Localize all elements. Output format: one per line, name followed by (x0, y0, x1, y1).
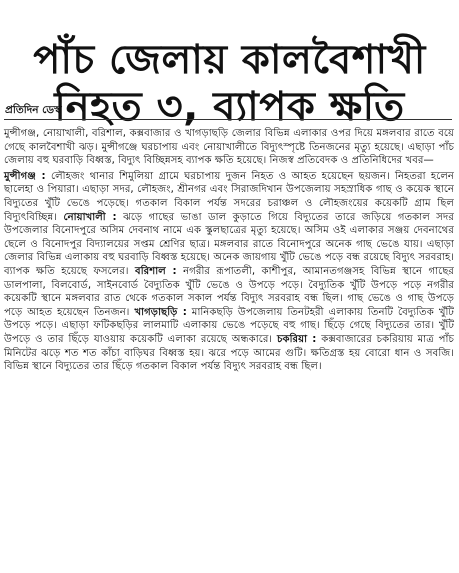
section-munshiganj-heading: মুন্সীগঞ্জ : (4, 170, 46, 182)
section-noakhali-heading: নোয়াখালী : (63, 211, 117, 223)
section-khagrachhari-text: মানিকছড়ি উপজেলায় তিনটহরী এলাকায় তিনটি বৈদ্যুতিক খুঁটি উপড়ে পড়ে। এছাড়া ফটিকছড়ির লালমাটি এলাকায় ভেঙে পড়েছে বহু গাছ। ছিঁড়ে গেছে বিদ্যুতের তার। খুঁটি উপড়ে ও তার ছিঁড়ে যাওয়ায় কয়েকটি এলাকা রয়েছে অন্ধকারে। (4, 306, 454, 345)
section-noakhali-text: ঝড়ে গাছের ভাঙা ডাল কুড়াতে গিয়ে বিদ্যুতের তারে জড়িয়ে গতকাল সদর উপজেলার বিনোদপুরে অসিম দেবনাথ নামে এক স্কুলছাত্রের মৃত্যু হয়েছে। অসিম ওই এলাকার সঞ্জয় দেবনাথের ছেলে ও বিনোদপুর বিদ্যালয়ের সপ্তম শ্রেণির ছাত্র। মঙ্গলবার রাতে বিনোদপুরে অনেক গাছ ভেঙে যায়। এছাড়া জেলার বিভিন্ন এলাকায় বহু ঘরবাড়ি বিধ্বস্ত হয়েছে। অনেক জায়গায় খুঁটি ভেঙে পড়ে বন্ধ রয়েছে বিদ্যুৎ সরবরাহ। ব্যাপক ক্ষতি হয়েছে ফসলের। (4, 211, 454, 277)
section-munshiganj-text: লৌহজং থানার শিমুলিয়া গ্রামে ঘরচাপায় দুজন নিহত ও আহত হয়েছেন ছয়জন। নিহতরা হলেন ছালেহা ও পিয়ারা। এছাড়া সদর, লৌহজং, শ্রীনগর এবং সিরাজদিখান উপজেলায় সহস্রাধিক গাছ ও কয়েক স্থানে বিদ্যুতের খুঁটি ভেঙে পড়েছে। গতকাল বিকাল পর্যন্ত সদরের চরাঞ্চল ও লৌহজংয়ের কয়েকটি গ্রাম ছিল বিদ্যুৎবিচ্ছিন্ন। (4, 170, 455, 223)
news-paragraph (4, 170, 454, 374)
section-chakaria-text: কক্সবাজারের চকরিয়ায় মাত্র পাঁচ মিনিটের ঝড়ে শত শত কাঁচা বাড়িঘর বিধ্বস্ত হয়। ঝরে পড়ে আমের গুটি। ক্ষতিগ্রস্ত হয় বোরো ধান ও সবজি। বিভিন্ন স্থানে বিদ্যুতের তার ছিঁড়ে গতকাল বিকাল পর্যন্ত বিদ্যুৎ সরবরাহ বন্ধ ছিল। (4, 333, 454, 373)
section-barishal-text: নগরীর রূপাতলী, কাশীপুর, আমানতগঞ্জসহ বিভিন্ন স্থানে গাছের ডালপালা, বিলবোর্ড, সাইনবোর্ড বৈদ্যুতিক খুঁটি ভেঙে ও উপড়ে পড়ে। বৈদ্যুতিক খুঁটি উপড়ে পড়ে নগরীর কয়েকটি স্থানে মঙ্গলবার রাত থেকে গতকাল সকাল পর্যন্ত বিদ্যুৎ সরবরাহ বন্ধ ছিল। গাছ ভেঙে ও গাছ উপড়ে পড়ে আহত হয়েছেন তিনজন। (4, 265, 455, 318)
byline: প্রতিদিন ডেস্ক (5, 104, 62, 116)
byline-divider (4, 119, 452, 120)
headline (0, 37, 459, 131)
intro-paragraph: মুন্সীগঞ্জ, নোয়াখালী, বরিশাল, কক্সবাজার ও খাগড়াছড়ি জেলার বিভিন্ন এলাকার ওপর দিয়ে মঙ্গলবার রাতে বয়ে গেছে কালবৈশাখী ঝড়। মুন্সীগঞ্জে ঘরচাপায় এবং নোয়াখালীতে বিদ্যুৎস্পৃষ্টে তিনজনের মৃত্যু হয়েছে। এছাড়া পাঁচ জেলায় বহু ঘরবাড়ি বিধ্বস্ত, বিদ্যুৎ বিচ্ছিন্নসহ ব্যাপক ক্ষতি হয়েছে। নিজস্ব প্রতিবেদক ও প্রতিনিধিদের খবর— (4, 128, 454, 167)
section-khagrachhari-heading: খাগড়াছড়ি : (134, 306, 187, 318)
section-chakaria-heading: চকরিয়া : (276, 333, 317, 345)
headline-line-1: পাঁচ জেলায় কালবৈশাখী (33, 36, 426, 83)
article-body (4, 127, 454, 374)
headline-line-2: নিহত ৩, ব্যাপক ক্ষতি (54, 83, 405, 130)
section-barishal-heading: বরিশাল : (135, 265, 177, 277)
